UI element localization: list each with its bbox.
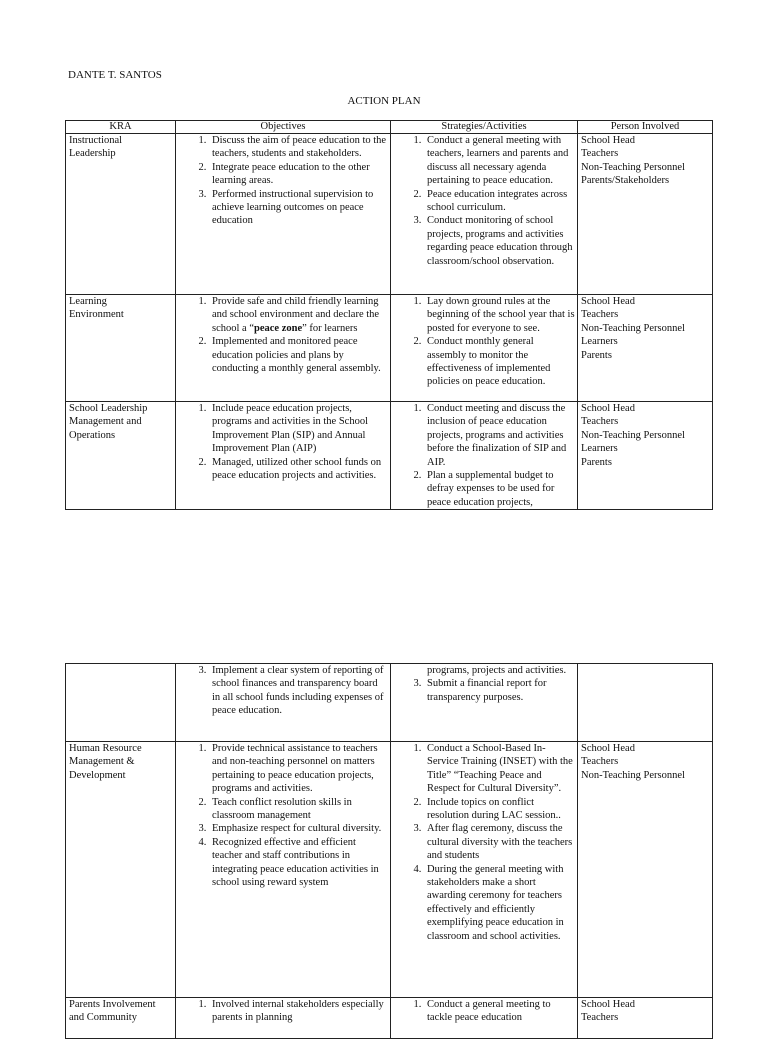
action-plan-table-continued (65, 663, 713, 1039)
list-item: 2. Include topics on conflict resolution during LAC session.. (424, 796, 575, 823)
list-item: 4. Recognized effective and efficient teacher and staff contributions in integrating peace education activities in school using reward system (209, 836, 388, 890)
strategies-cell (391, 295, 578, 402)
list-item: 2. Teach conflict resolution skills in classroom management (209, 796, 388, 823)
strategies-cell (391, 998, 578, 1039)
list-item: 2. Integrate peace education to the other learning areas. (209, 161, 388, 188)
list-item: 1. Conduct a general meeting to tackle peace education (424, 998, 575, 1025)
objectives-cell (176, 998, 391, 1039)
header-strategies: Strategies/Activities (391, 121, 578, 134)
list-item: 1. Discuss the aim of peace education to the teachers, students and stakeholders. (209, 134, 388, 161)
list-item: 2. Peace education integrates across school curriculum. (424, 188, 575, 215)
list-item: 1. Conduct a School-Based In-Service Training (INSET) with the Title” “Teaching Peace and Respect for Cultural Diversity”. (424, 742, 575, 796)
list-item: 3. Emphasize respect for cultural diversity. (209, 822, 388, 835)
table-row (66, 134, 713, 295)
document-author: DANTE T. SANTOS (68, 69, 162, 81)
list-item: 1. Provide technical assistance to teachers and non-teaching personnel on matters pertaining to peace education projects, programs and activities. (209, 742, 388, 796)
table-row (66, 295, 713, 402)
table-row (66, 402, 713, 510)
header-objectives: Objectives (176, 121, 391, 134)
action-plan-table (65, 120, 713, 510)
strategies-cell (391, 402, 578, 510)
list-item: 3. Performed instructional supervision to achieve learning outcomes on peace education (209, 188, 388, 228)
persons-cell: School Head Teachers Non-Teaching Personnel Learners Parents (578, 402, 713, 510)
list-item: 2. Implemented and monitored peace education policies and plans by conducting a monthly general assembly. (209, 335, 388, 375)
objectives-cell (176, 664, 391, 742)
persons-cell: School Head Teachers Non-Teaching Personnel Parents/Stakeholders (578, 134, 713, 295)
strategies-cell (391, 742, 578, 998)
list-item: 2. Managed, utilized other school funds on peace education projects and activities. (209, 456, 388, 483)
persons-cell: School Head Teachers Non-Teaching Personnel Learners Parents (578, 295, 713, 402)
header-kra: KRA (66, 121, 176, 134)
kra-cell (66, 664, 176, 742)
list-item: 1. Involved internal stakeholders especially parents in planning (209, 998, 388, 1025)
objectives-cell (176, 742, 391, 998)
persons-cell: School Head Teachers Non-Teaching Personnel (578, 742, 713, 998)
list-item: 2. Conduct monthly general assembly to monitor the effectiveness of implemented policies on peace education. (424, 335, 575, 389)
persons-cell: School Head Teachers (578, 998, 713, 1039)
list-item: 3. After flag ceremony, discuss the cultural diversity with the teachers and students (424, 822, 575, 862)
table-row (66, 664, 713, 742)
objectives-cell (176, 402, 391, 510)
document-title: ACTION PLAN (347, 95, 421, 107)
strategies-cell (391, 664, 578, 742)
kra-cell: Instructional Leadership (66, 134, 176, 295)
kra-cell: School Leadership Management and Operations (66, 402, 176, 510)
list-item: 3. Submit a financial report for transparency purposes. (424, 677, 575, 704)
objectives-cell (176, 295, 391, 402)
objective-text: ” for learners (302, 322, 358, 334)
list-item: 1. Conduct a general meeting with teachers, learners and parents and discuss all necessary agenda pertaining to peace education. (424, 134, 575, 188)
strategies-cell (391, 134, 578, 295)
list-item: 2. Plan a supplemental budget to defray expenses to be used for peace education projects, (424, 469, 575, 509)
list-item: 1. Lay down ground rules at the beginning of the school year that is posted for everyone to see. (424, 295, 575, 335)
peace-zone-emphasis: peace zone (254, 322, 303, 334)
objectives-cell (176, 134, 391, 295)
list-item: 4. During the general meeting with stakeholders make a short awarding ceremony for teachers effectively and efficiently exemplifying peace education in classroom and school activities. (424, 863, 575, 943)
table-row (66, 742, 713, 998)
kra-cell: Human Resource Management & Development (66, 742, 176, 998)
table-header-row (66, 121, 713, 134)
persons-cell (578, 664, 713, 742)
strategy-continuation: programs, projects and activities. (427, 665, 567, 676)
header-persons: Person Involved (578, 121, 713, 134)
list-item: 1. Conduct meeting and discuss the inclusion of peace education projects, programs and activities before the finalization of SIP and AIP. (424, 402, 575, 469)
kra-cell: Parents Involvement and Community (66, 998, 176, 1039)
table-row (66, 998, 713, 1039)
list-item: 3. Implement a clear system of reporting of school finances and transparency board in all school funds including expenses of peace education. (209, 664, 388, 718)
list-item (209, 295, 388, 335)
list-item: 1. Include peace education projects, programs and activities in the School Improvement Plan (SIP) and Annual Improvement Plan (AIP) (209, 402, 388, 456)
list-item: 3. Conduct monitoring of school projects, programs and activities regarding peace education through classroom/school observation. (424, 214, 575, 268)
objective-text: Provide safe and child friendly learning and school environment and declare the school a “ (212, 296, 380, 334)
kra-cell: Learning Environment (66, 295, 176, 402)
